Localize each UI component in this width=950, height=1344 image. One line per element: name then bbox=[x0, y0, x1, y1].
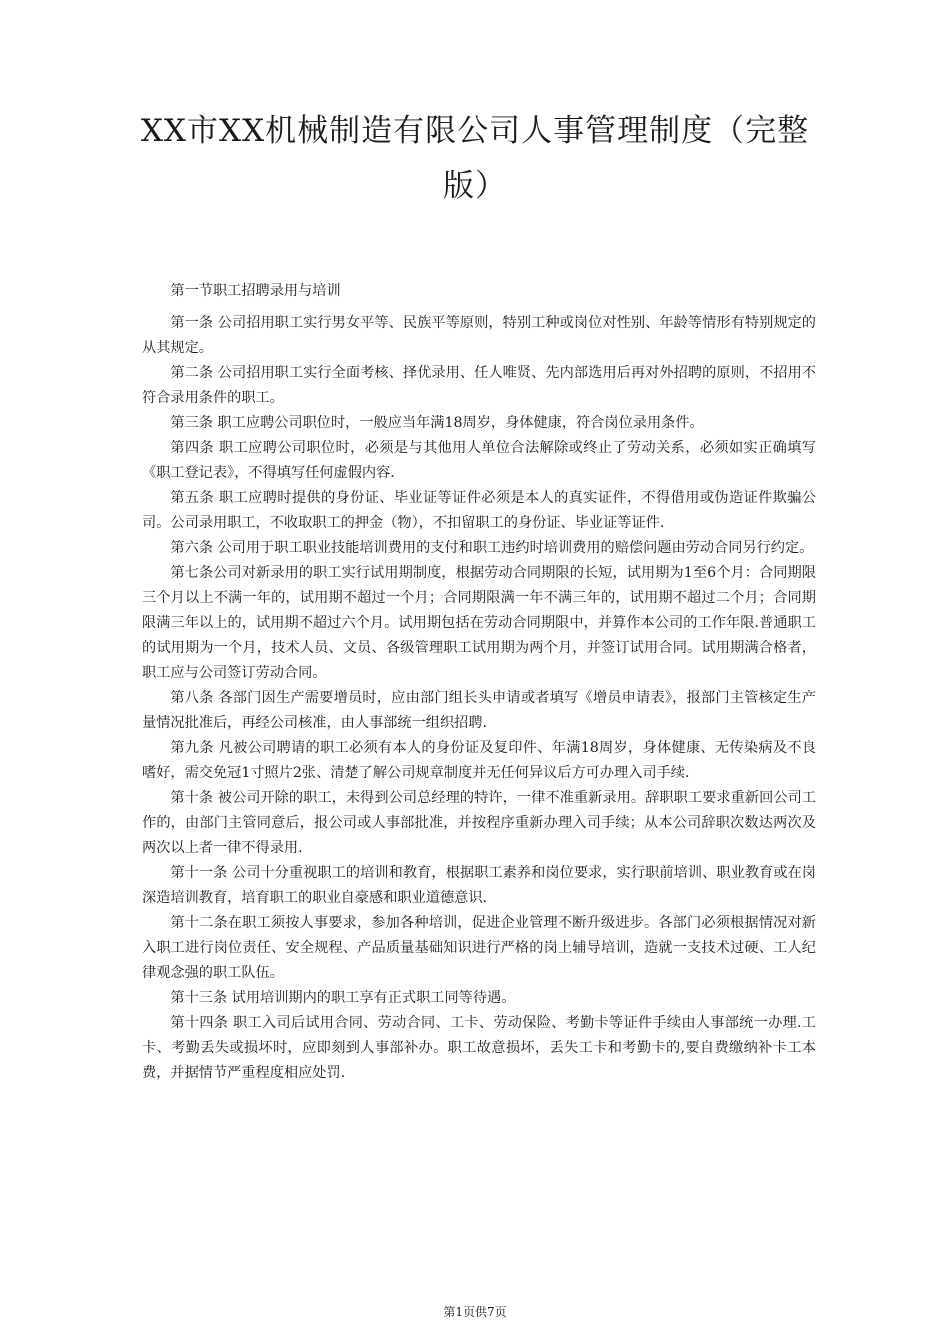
article-9: 第九条 凡被公司聘请的职工必须有本人的身份证及复印件、年满18周岁，身体健康、无传染病及不良嗜好，需交免冠1寸照片2张、清楚了解公司规章制度并无任何异议后方可办理入司手续. bbox=[142, 740, 816, 781]
article-7: 第七条公司对新录用的职工实行试用期制度，根据劳动合同期限的长短，试用期为1至6个月：合同期限三个月以上不满一年的，试用期不超过一个月；合同期限满一年不满三年的，试用期不超过二个月；合同期限满三年以上的，试用期不超过六个月。试用期包括在劳动合同期限中，并算作本公司的工作年限.普通职工的试用期为一个月，技术人员、文员、各级管理职工试用期为两个月，并签订试用合同。试用期满合格者，职工应与公司签订劳动合同。 bbox=[142, 565, 816, 681]
document-body bbox=[142, 279, 816, 1086]
article-11: 第十一条 公司十分重视职工的培训和教育，根据职工素养和岗位要求，实行职前培训、职业教育或在岗深造培训教育，培育职工的职业自豪感和职业道德意识. bbox=[142, 865, 816, 906]
document-title: XX市XX机械制造有限公司人事管理制度（完整版） bbox=[140, 113, 810, 204]
article-12: 第十二条在职工须按人事要求，参加各种培训，促进企业管理不断升级进步。各部门必须根据情况对新入职工进行岗位责任、安全规程、产品质量基础知识进行严格的岗上辅导培训，造就一支技术过硬、工人纪律观念强的职工队伍。 bbox=[142, 915, 816, 981]
article-13: 第十三条 试用培训期内的职工享有正式职工同等待遇。 bbox=[170, 990, 516, 1006]
article-5: 第五条 职工应聘时提供的身份证、毕业证等证件必须是本人的真实证件，不得借用或伪造证件欺骗公司。公司录用职工，不收取职工的押金（物），不扣留职工的身份证、毕业证等证件. bbox=[142, 490, 816, 531]
article-2: 第二条 公司招用职工实行全面考核、择优录用、任人唯贤、先内部选用后再对外招聘的原则，不招用不符合录用条件的职工。 bbox=[142, 365, 816, 406]
article-14: 第十四条 职工入司后试用合同、劳动合同、工卡、劳动保险、考勤卡等证件手续由人事部统一办理.工卡、考勤丢失或损坏时，应即刻到人事部补办。职工故意损坏，丢失工卡和考勤卡的,要自费缴纳补卡工本费，并据情节严重程度相应处罚. bbox=[142, 1015, 816, 1081]
article-1: 第一条 公司招用职工实行男女平等、民族平等原则，特别工种或岗位对性别、年龄等情形有特别规定的从其规定。 bbox=[142, 315, 816, 356]
article-4: 第四条 职工应聘公司职位时，必须是与其他用人单位合法解除或终止了劳动关系，必须如实正确填写《职工登记表》，不得填写任何虚假内容. bbox=[142, 440, 816, 481]
article-6: 第六条 公司用于职工职业技能培训费用的支付和职工违约时培训费用的赔偿问题由劳动合同另行约定。 bbox=[170, 540, 814, 556]
page-footer: 第1页供7页 bbox=[443, 1305, 507, 1319]
article-8: 第八条 各部门因生产需要增员时，应由部门组长头申请或者填写《增员申请表》，报部门主管核定生产量情况批准后，再经公司核准，由人事部统一组织招聘. bbox=[142, 690, 816, 731]
article-10: 第十条 被公司开除的职工，未得到公司总经理的特许，一律不准重新录用。辞职职工要求重新回公司工作的，由部门主管同意后，报公司或人事部批准，并按程序重新办理入司手续；从本公司辞职次数达两次及两次以上者一律不得录用. bbox=[142, 790, 816, 856]
section-heading: 第一节职工招聘录用与培训 bbox=[170, 283, 341, 299]
article-3: 第三条 职工应聘公司职位时，一般应当年满18周岁，身体健康，符合岗位录用条件。 bbox=[170, 415, 704, 431]
